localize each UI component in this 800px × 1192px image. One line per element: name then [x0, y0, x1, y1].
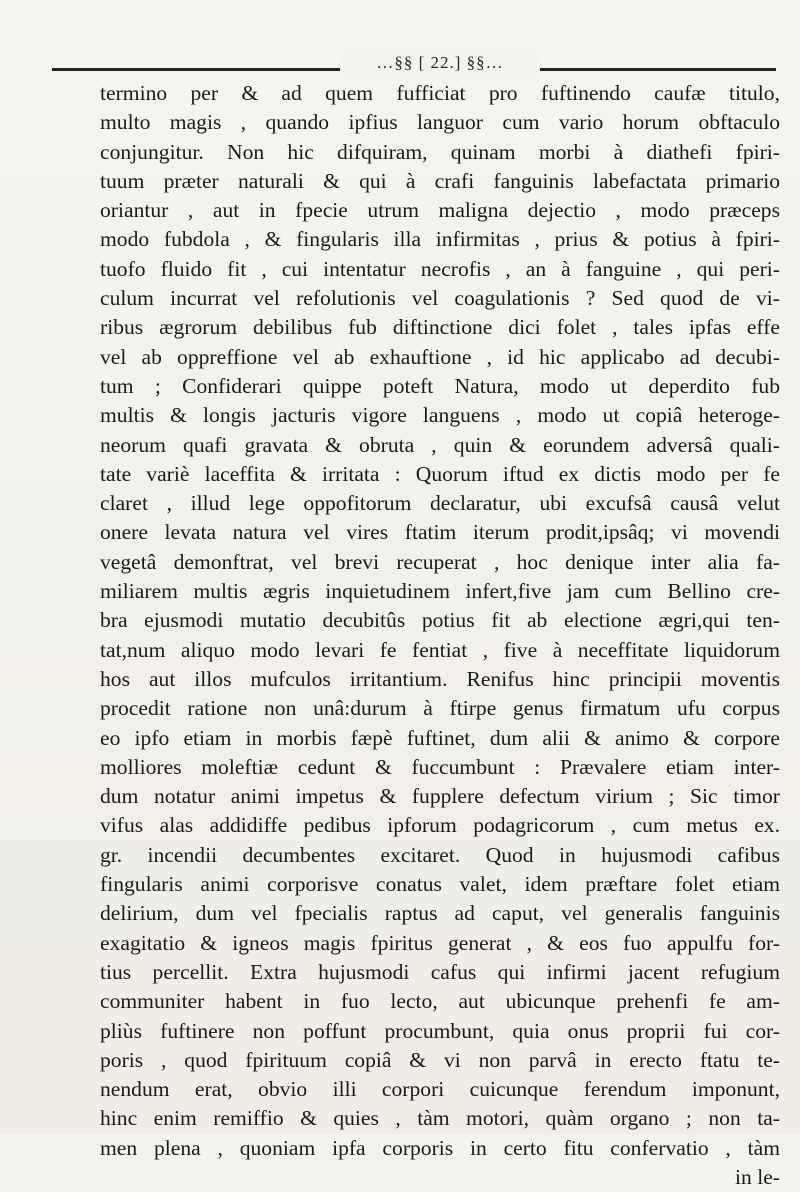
- text-line: gr. incendii decumbentes excitaret. Quod in hujusmodi cafibus: [100, 842, 780, 867]
- text-line: eo ipfo etiam in morbis fæpè fuftinet, dum alii & animo & corpore: [100, 725, 780, 750]
- text-line: culum incurrat vel refolutionis vel coagulationis ? Sed quod de vi-: [100, 286, 780, 311]
- text-line: termino per & ad quem fufficiat pro fuftinendo caufæ titulo,: [100, 81, 780, 105]
- text-line: molliores moleftiæ cedunt & fuccumbunt : Prævalere etiam inter-: [100, 754, 780, 779]
- text-line: fingularis animi corporisve conatus valet, idem præftare folet etiam: [100, 872, 780, 897]
- text-line: tius percellit. Extra hujusmodi cafus qui infirmi jacent refugium: [100, 959, 780, 984]
- text-line: ribus ægrorum debilibus fub diftinctione dici folet , tales ipfas effe: [100, 315, 780, 340]
- text-line: tum ; Confiderari quippe poteft Natura, modo ut deperdito fub: [100, 373, 780, 398]
- text-line: dum notatur animi impetus & fupplere defectum virium ; Sic timor: [100, 784, 780, 809]
- text-line: delirium, dum vel fpecialis raptus ad caput, vel generalis fanguinis: [100, 901, 780, 926]
- text-line: bra ejusmodi mutatio decubitûs potius fit ab electione ægri,qui ten-: [100, 608, 780, 633]
- text-line: neorum quafi gravata & obruta , quin & eorundem adversâ quali-: [100, 432, 780, 457]
- text-line: men plena , quoniam ipfa corporis in certo fitu confervatio , tàm: [100, 1135, 780, 1160]
- text-line: communiter habent in fuo lecto, aut ubicunque prehenfi fe am-: [100, 989, 780, 1014]
- text-line: vifus alas addidiffe pedibus ipforum podagricorum , cum metus ex.: [100, 813, 780, 838]
- text-line: miliarem multis ægris inquietudinem infert,five jam cum Bellino cre-: [100, 579, 780, 604]
- text-line: vel ab oppreffione vel ab exhauftione , id hic applicabo ad decubi-: [100, 344, 780, 369]
- text-line: hinc enim remiffio & quies , tàm motori, quàm organo ; non ta-: [100, 1106, 780, 1131]
- catchword: in le-: [735, 1164, 780, 1189]
- page-number-ornament: …§§ [ 22.] §§…: [340, 50, 540, 76]
- text-line: exagitatio & igneos magis fpiritus generat , & eos fuo appulfu for-: [100, 930, 780, 955]
- text-line: tuum præter naturali & qui à crafi fanguinis labefactata primario: [100, 168, 780, 193]
- text-line: oriantur , aut in fpecie utrum maligna dejectio , modo præceps: [100, 198, 780, 223]
- body-text: [100, 79, 780, 1192]
- text-line: onere levata natura vel vires ftatim iterum prodit,ipsâq; vi movendi: [100, 520, 780, 545]
- text-line: nendum erat, obvio illi corpori cuicunque ferendum imponunt,: [100, 1077, 780, 1102]
- text-line: conjungitur. Non hic difquiram, quinam morbi à diathefi fpiri-: [100, 139, 780, 164]
- text-line: modo fubdola , & fingularis illa infirmitas , prius & potius à fpiri-: [100, 227, 780, 252]
- text-line: procedit ratione non unâ:durum à ftirpe genus firmatum ufu corpus: [100, 696, 780, 721]
- text-line: claret , illud lege oppofitorum declaratur, ubi excufsâ causâ velut: [100, 491, 780, 516]
- text-line: tat,num aliquo modo levari fe fentiat , five à neceffitate liquidorum: [100, 637, 780, 662]
- text-line: tuofo fluido fit , cui intentatur necrofis , an à fanguine , qui peri-: [100, 256, 780, 281]
- text-line: poris , quod fpirituum copiâ & vi non parvâ in erecto ftatu te-: [100, 1047, 780, 1072]
- text-line: hos aut illos mufculos irritantium. Renifus hinc principii moventis: [100, 666, 780, 691]
- text-line: tate variè laceffita & irritata : Quorum iftud ex dictis modo per fe: [100, 461, 780, 486]
- text-line: pliùs fuftinere non poffunt procumbunt, quia onus proprii fui cor-: [100, 1018, 780, 1043]
- text-line: vegetâ demonftrat, vel brevi recuperat , hoc denique inter alia fa-: [100, 549, 780, 574]
- text-line: multis & longis jacturis vigore languens , modo ut copiâ heteroge-: [100, 403, 780, 428]
- text-line: multo magis , quando ipfius languor cum vario horum obftaculo: [100, 110, 780, 135]
